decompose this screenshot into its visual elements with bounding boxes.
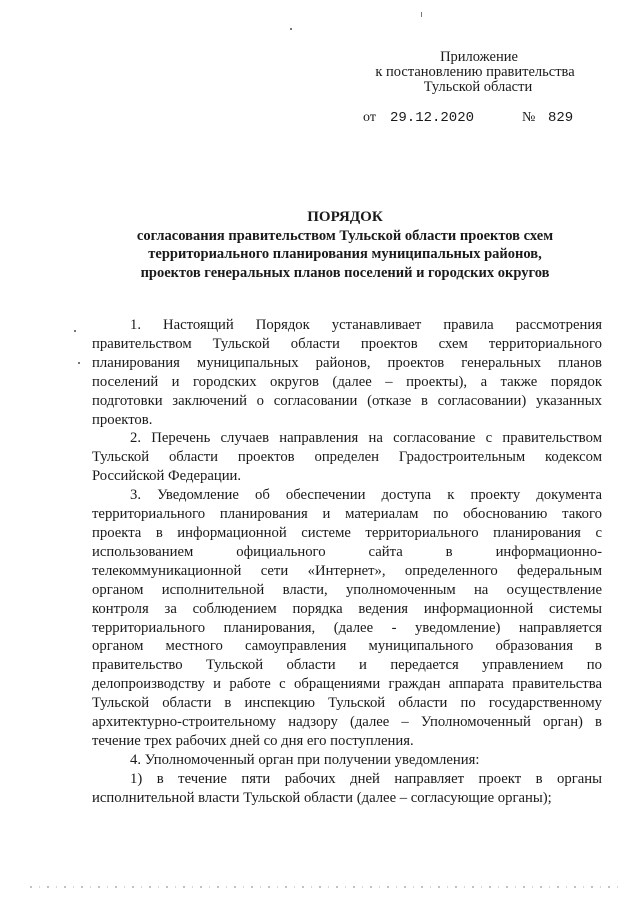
text-line: течение трех рабочих дней со дня его поступления.: [92, 732, 414, 749]
text-line: 3. Уведомление об обеспечении доступа к проекту документа: [130, 487, 602, 504]
text-line: использованием официального сайта в информационно-: [92, 543, 602, 560]
text-line: телекоммуникационной сети «Интернет», определенного федеральным: [92, 562, 602, 579]
appendix-line-3: Тульской области: [423, 79, 533, 95]
paragraph-1: [92, 316, 602, 429]
scan-speck: [421, 12, 422, 17]
scan-speck: [78, 362, 80, 364]
scan-speck: [74, 330, 76, 332]
text-line: архитектурно-строительному надзору (далее – Уполномоченный орган) в: [92, 714, 602, 731]
text-line: 4. Уполномоченный орган при получении уведомления:: [130, 751, 480, 768]
paragraph-3: [92, 486, 602, 751]
title-line-1: согласования правительством Тульской области проектов схем: [136, 227, 554, 244]
text-line: планирования муниципальных районов, проектов генеральных планов: [92, 354, 602, 371]
scan-noise-footer: [30, 886, 620, 888]
document-body: [92, 316, 602, 808]
text-line: проектов.: [92, 411, 153, 428]
text-line: Тульской области в инспекцию Тульской области по государственному: [92, 695, 602, 712]
title-line-3: проектов генеральных планов поселений и городских округов: [140, 264, 550, 281]
text-line: проекта в информационной системе территориального планирования с: [92, 524, 602, 541]
text-line: подготовки заключений о согласовании (отказе в согласовании) указанных: [92, 392, 602, 409]
paragraph-2: [92, 429, 602, 486]
text-line: органом исполнительной власти, уполномоченным на осуществление: [92, 581, 602, 598]
text-line: 1. Настоящий Порядок устанавливает правила рассмотрения: [130, 317, 602, 333]
paragraph-5: [92, 770, 602, 808]
text-line: делопроизводству и работе с обращениями граждан аппарата правительства: [92, 676, 602, 693]
date-from-label: от: [363, 110, 376, 125]
paragraph-4: [92, 751, 602, 770]
document-title: [80, 208, 610, 282]
text-line: органом местного самоуправления муниципального образования в: [92, 638, 602, 655]
appendix-line-2: к постановлению правительства: [375, 64, 575, 80]
appendix-header: [300, 50, 640, 95]
appendix-line-1: Приложение: [440, 49, 518, 65]
number-sign: №: [522, 110, 536, 125]
text-line: правительством Тульской области проектов схем территориального: [92, 335, 602, 352]
title-line-2: территориального планирования муниципальных районов,: [148, 246, 542, 262]
text-line: Российской Федерации.: [92, 468, 242, 485]
text-line: исполнительной власти Тульской области (далее – согласующие органы);: [92, 789, 552, 806]
document-date: 29.12.2020: [390, 110, 475, 126]
text-line: контроля за соблюдением порядка ведения информационной системы: [92, 600, 602, 617]
text-line: территориального планирования и материалам по обоснованию такого: [92, 506, 602, 523]
text-line: поселений и городских округов (далее – проекты), а также порядок: [92, 373, 602, 390]
scan-speck: [290, 28, 292, 30]
document-number: 829: [548, 110, 574, 126]
text-line: территориального планирования, (далее - уведомление) направляется: [92, 619, 602, 636]
text-line: 2. Перечень случаев направления на согласование с правительством: [130, 430, 602, 447]
text-line: правительство Тульской области и передается управлением по: [92, 657, 602, 674]
date-number-line: [363, 110, 574, 126]
text-line: Тульской области проектов определен Градостроительным кодексом: [92, 449, 602, 466]
title-main: ПОРЯДОК: [307, 209, 383, 225]
text-line: 1) в течение пяти рабочих дней направляет проект в органы: [130, 770, 602, 787]
